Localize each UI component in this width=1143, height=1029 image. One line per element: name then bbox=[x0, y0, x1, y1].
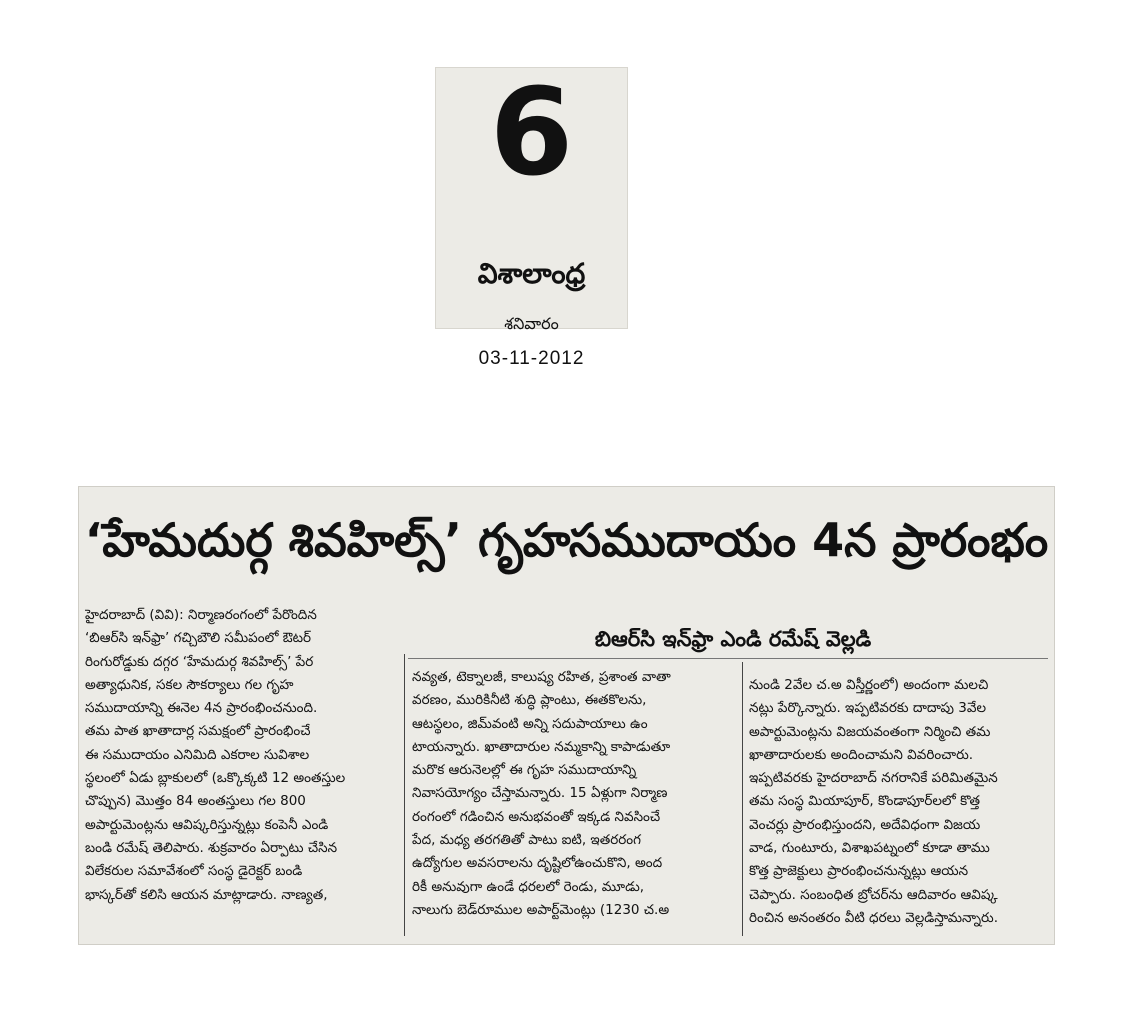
text-line: బండి రమేష్ తెలిపారు. శుక్రవారం ఏర్పాటు చేసిన bbox=[85, 839, 338, 856]
column-divider-horizontal bbox=[408, 658, 1048, 659]
article-column-3 bbox=[749, 674, 1047, 930]
text-line: తమ పాత ఖాతాదార్ల సమక్షంలో ప్రారంభించే bbox=[85, 723, 311, 740]
text-line: ఇప్పటివరకు హైదరాబాద్ నగరానికే పరిమితమైన bbox=[749, 770, 998, 787]
text-line: నవ్యత, టెక్నాలజీ, కాలుష్య రహిత, ప్రశాంత వాతా bbox=[412, 669, 671, 685]
newspaper-name: విశాలాంధ్ర bbox=[477, 257, 586, 290]
column-divider bbox=[742, 662, 743, 936]
text-line: అపార్టుమెంట్లను ఆవిష్కరిస్తున్నట్లు కంపెనీ ఎండి bbox=[85, 816, 329, 833]
text-line: పేద, మధ్య తరగతితో పాటు ఐటి, ఇతరరంగ bbox=[412, 832, 641, 849]
text-line: రించిన అనంతరం వీటి ధరలు వెల్లడిస్తామన్నారు. bbox=[749, 909, 998, 926]
text-line: అత్యాధునిక, సకల సౌకర్యాలు గల గృహ bbox=[85, 676, 294, 693]
text-line: నాలుగు బెడ్‌రూముల అపార్ట్‌మెంట్లు (1230 చ.అ bbox=[412, 901, 670, 918]
text-line: ఖాతాదారులకు అందించామని వివరించారు. bbox=[749, 746, 974, 763]
column-divider bbox=[404, 654, 405, 936]
text-line: చొప్పున) మొత్తం 84 అంతస్తులు గల 800 bbox=[85, 793, 306, 810]
article-column-1 bbox=[85, 604, 395, 907]
text-line: రికీ అనువుగా ఉండే ధరలలో రెండు, మూడు, bbox=[412, 878, 645, 895]
article-subheadline: బిఆర్‌సి ఇన్‌ఫ్రా ఎండి రమేష్ వెల్లడి bbox=[594, 627, 872, 651]
text-line: తమ సంస్థ మియాపూర్, కొండాపూర్‌లలో కొత్త bbox=[749, 793, 981, 810]
text-line: వరణం, మురికినీటి శుద్ధి ప్లాంటు, ఈతకొలను, bbox=[412, 692, 647, 709]
masthead-clipping bbox=[435, 64, 628, 369]
text-line: నుండి 2వేల చ.అ విస్తీర్ణంలో) అందంగా మలచి bbox=[749, 677, 989, 693]
text-line: వాడ, గుంటూరు, విశాఖపట్నంలో కూడా తాము bbox=[749, 840, 990, 857]
text-line: అపార్టుమెంట్లను విజయవంతంగా నిర్మించి తమ bbox=[749, 723, 991, 740]
text-line: భాస్కర్‌తో కలిసి ఆయన మాట్లాడారు. నాణ్యత, bbox=[85, 886, 328, 903]
text-line: చెప్పారు. సంబంధిత బ్రోచర్‌ను ఆదివారం ఆవిష్క bbox=[749, 886, 998, 903]
text-line: ‘బిఆర్‌సి ఇన్‌ఫ్రా’ గచ్చిబౌలి సమీపంలో ఔటర్ bbox=[85, 630, 312, 647]
publication-day: శనివారం bbox=[504, 314, 559, 333]
article-column-2 bbox=[412, 666, 714, 922]
text-line: ఈ సముదాయం ఎనిమిది ఎకరాల సువిశాల bbox=[85, 746, 310, 763]
text-line: నివాసయోగ్యం చేస్తామన్నారు. 15 ఏళ్లుగా నిర్మాణ bbox=[412, 785, 668, 802]
text-line: టాయన్నారు. ఖాతాదారుల నమ్మకాన్ని కాపాడుతూ bbox=[412, 738, 671, 755]
text-line: వెంచర్లు ప్రారంభిస్తుందని, అదేవిధంగా విజయ bbox=[749, 816, 981, 833]
text-line: విలేకరుల సమావేశంలో సంస్థ డైరెక్టర్ బండి bbox=[85, 863, 303, 880]
text-line: మరొక ఆరునెలల్లో ఈ గృహ సముదాయాన్ని bbox=[412, 762, 637, 779]
text-line: స్థలంలో ఏడు బ్లాకులలో (ఒక్కొక్కటి 12 అంతస్తుల bbox=[85, 770, 346, 787]
text-line: రంగంలో గడించిన అనుభవంతో ఇక్కడ నివసించే bbox=[412, 808, 661, 825]
text-line: సముదాయాన్ని ఈనెల 4న ప్రారంభించనుంది. bbox=[85, 700, 318, 717]
text-line: ఉద్యోగుల అవసరాలను దృష్టిలోఉంచుకొని, అంద bbox=[412, 855, 663, 872]
text-line: హైదరాబాద్ (వివి): నిర్మాణరంగంలో పేరొందిన bbox=[85, 607, 317, 623]
article-headline: ‘హేమదుర్గ శివహిల్స్’ గృహసముదాయం 4న ప్రారంభం bbox=[84, 513, 1049, 567]
text-line: నట్లు పేర్కొన్నారు. ఇప్పటివరకు దాదాపు 3వేల bbox=[749, 700, 987, 717]
page-number: 6 bbox=[489, 64, 574, 203]
article-clipping bbox=[78, 486, 1055, 945]
text-line: కొత్త ప్రాజెక్టులు ప్రారంభించనున్నట్లు ఆయన bbox=[749, 863, 969, 880]
publication-date: 03-11-2012 bbox=[478, 348, 585, 369]
text-line: రింగురోడ్డుకు దగ్గర ‘హేమదుర్గ శివహిల్స్’ పేర bbox=[85, 653, 314, 670]
text-line: ఆటస్థలం, జిమ్‌వంటి అన్ని సదుపాయాలు ఉం bbox=[412, 715, 648, 732]
